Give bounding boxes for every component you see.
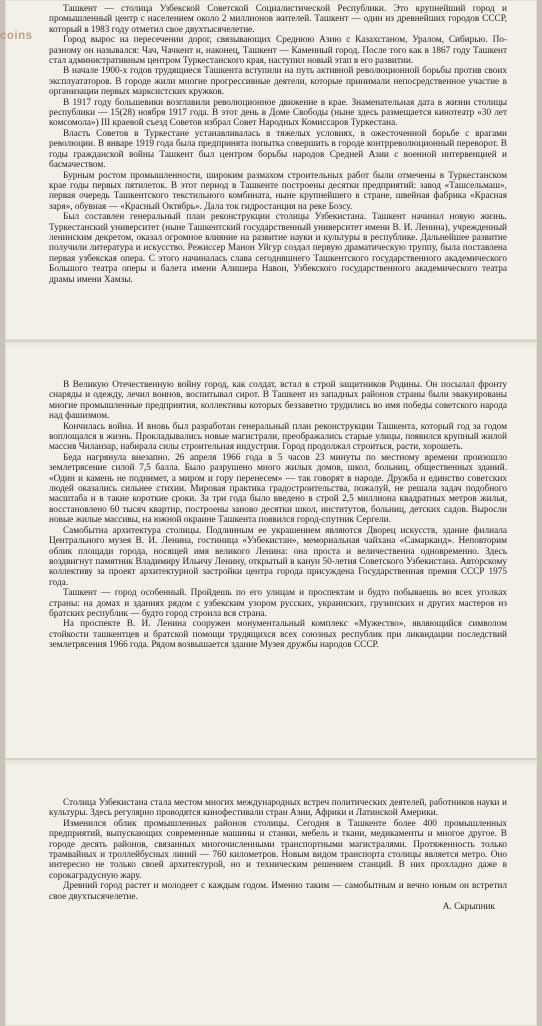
paragraph: Был составлен генеральный план реконструкции столицы Узбекистана. Ташкент начинал новую жизнь. Туркестанский университет (ныне Ташкентский государственный университет имени В. И. Ленина), учрежденный ленинским декретом, оказал огромное влияние на развитие науки и культуры в республике. Дальнейшее развитие получили литература и искусство. Режиссер Манон Уйгур создал первую драматическую труппу, была поставлена первая узбекская опера. С этого начиналась слава сегодняшнего Ташкентского государственного академического Большого театра оперы и балета имени Алишера Навои, Узбекского государственного академического театра драмы имени Хамзы. [49,212,507,285]
text-panel-top [5,0,537,340]
paragraph: Ташкент — столица Узбекской Советской Социалистической Республики. Это крупнейший город и промышленный центр с населением около 2 миллионов жителей. Ташкент — один из древнейших городов СССР, который в 1983 году отметил свое двухтысячелетие. [49,4,507,35]
fold-line [5,342,537,348]
paragraph: Самобытна архитектура столицы. Подлинным ее украшением являются Дворец искусств, здание филиала Центрального музея В. И. Ленина, гостиница «Узбекистан», мемориальная чайхана «Самарканд». Неповторим облик площади города, носящей имя великого Ленина: она проста и величественна одновременно. Здесь воздвигнут памятник Владимиру Ильичу Ленину, открытый в канун 50-летия Советского Узбекистана. Авторскому коллективу за проект архитектурной застройки центра города присуждена Государственная премия СССР 1975 года. [49,525,507,588]
text-panel-middle [5,340,537,760]
paragraph: В начале 1900-х годов трудящиеся Ташкента вступили на путь активной революционной борьбы против своих эксплуататоров. В городе жили многие прогрессивные деятели, которые принимали непосредственное участие в организации первых марксистских кружков. [49,66,507,98]
paragraph: Беда нагрянула внезапно. 26 апреля 1966 года в 5 часов 23 минуты по местному времени произошло землетрясение силой 7,5 балла. Было разрушено много жилых домов, школ, больниц, общественных зданий. «Один и камень не поднимет, а миром и гору перенесем» — так говорят в народе. Дружба и единство советских людей оказались сильнее стихии. Мировая практика градостроительства, пожалуй, не решала задач подобного масштаба и в такие короткие сроки. За три года было введено в строй 2,5 миллиона квадратных метров жилья, восстановлено 60 тысяч квартир, построены заново десятки школ, институтов, больниц, детских садов. Выросли новые жилые массивы, на южной окраине Ташкента появился город-спутник Сергели. [49,452,507,526]
paragraph: Бурным ростом промышленности, широким размахом строительных работ были отмечены в Туркестанском крае годы первых пятилеток. В этот период в Ташкенте построены десятки предприятий: завод «Ташсельмаш», первая очередь Ташкентского текстильного комбината, ныне крупнейшего в стране, швейная фабрика «Красная заря», обувная — «Красный Октябрь». Дала ток гидростанция на реке Бозсу. [49,170,507,212]
paragraph: Ташкент — город особенный. Пройдешь по его улицам и проспектам и будто побываешь во всех уголках страны: на домах и зданиях рядом с узбекским узором русских, украинских, грузинских и других мастеров из братских республик — будто город строила вся страна. [49,588,507,619]
article-section-history [49,4,507,285]
paragraph: Кончилась война. И вновь был разработан генеральный план реконструкции Ташкента, который год за годом воплощался в жизнь. Прокладывались новые магистрали, преображались старые улицы, появился крупный жилой массив Чиланзар, набирала силы строительная индустрия. Город продолжал строиться, расти, хорошеть. [49,421,507,453]
paragraph: Столица Узбекистана стала местом многих международных встреч политических деятелей, работников науки и культуры. Здесь регулярно проводятся кинофестивали стран Азии, Африки и Латинской Америки. [49,798,507,819]
paragraph: На проспекте В. И. Ленина сооружен монументальный комплекс «Мужество», являющийся символом стойкости ташкентцев и братской помощи трудящихся всех союзных республик при ликвидации последствий землетрясения 1966 года. Рядом возвышается здание Музея дружбы народов СССР. [49,619,507,651]
paragraph: Древний город растет и молодеет с каждым годом. Именно таким — самобытным и вечно юным он встретил свое двухтысячелетие. [49,881,507,902]
author-signature: А. Скрыпник [442,902,495,913]
article-section-war-and-rebuilding [49,380,507,651]
fold-line [5,760,537,766]
paragraph: В 1917 году большевики возглавили революционное движение в крае. Знаменательная дата в жизни столицы республики — 15(28) ноября 1917 года. В этот день в Доме Свободы (ныне здесь размещается кинотеатр «30 лет комсомола») III краевой съезд Советов избрал Совет Народных Комиссаров Туркестана. [49,97,507,129]
paragraph: Изменился облик промышленных районов столицы. Сегодня в Ташкенте более 400 промышленных предприятий, выпускающих современные машины и станки, мебель и ткани, медикаменты и многое другое. В городе десять районов, связанных многочисленными транспортными магистралями. Протяженность только трамвайных и троллейбусных линий — 760 километров. Новым видом транспорта столицы является метро. Оно интересно не только своей архитектурой, но и техническим решением станций. В них прохладно даже в сорокаградусную жару. [49,818,507,881]
paragraph: В Великую Отечественную войну город, как солдат, встал в строй защитников Родины. Он посылал фронту снаряды и одежду, лечил воинов, воспитывал сирот. В Ташкент из западных районов страны были эвакуированы многие промышленные предприятия, коллективы которых беззаветно трудились во имя победы советского народа над фашизмом. [49,380,507,422]
paragraph: Власть Советов в Туркестане устанавливалась в тяжелых условиях, в ожесточенной борьбе с врагами революции. В январе 1919 года была предпринята попытка совершить в городе контрреволюционный переворот. В годы гражданской войны Ташкент был центром борьбы народов Средней Азии с военной интервенцией и басмачеством. [49,128,507,171]
article-section-modern-city [49,798,507,912]
text-panel-bottom [5,758,537,1026]
paragraph: Город вырос на пересечении дорог, связывающих Среднюю Азию с Казахстаном, Уралом, Сибирью. По-разному он назывался: Чач, Чачкент и, наконец, Ташкент — Каменный город. После того как в 1867 году Ташкент стал административным центром Туркестанского края, наступил новый этап в его развитии. [49,35,507,67]
site-watermark: coins [0,30,33,42]
